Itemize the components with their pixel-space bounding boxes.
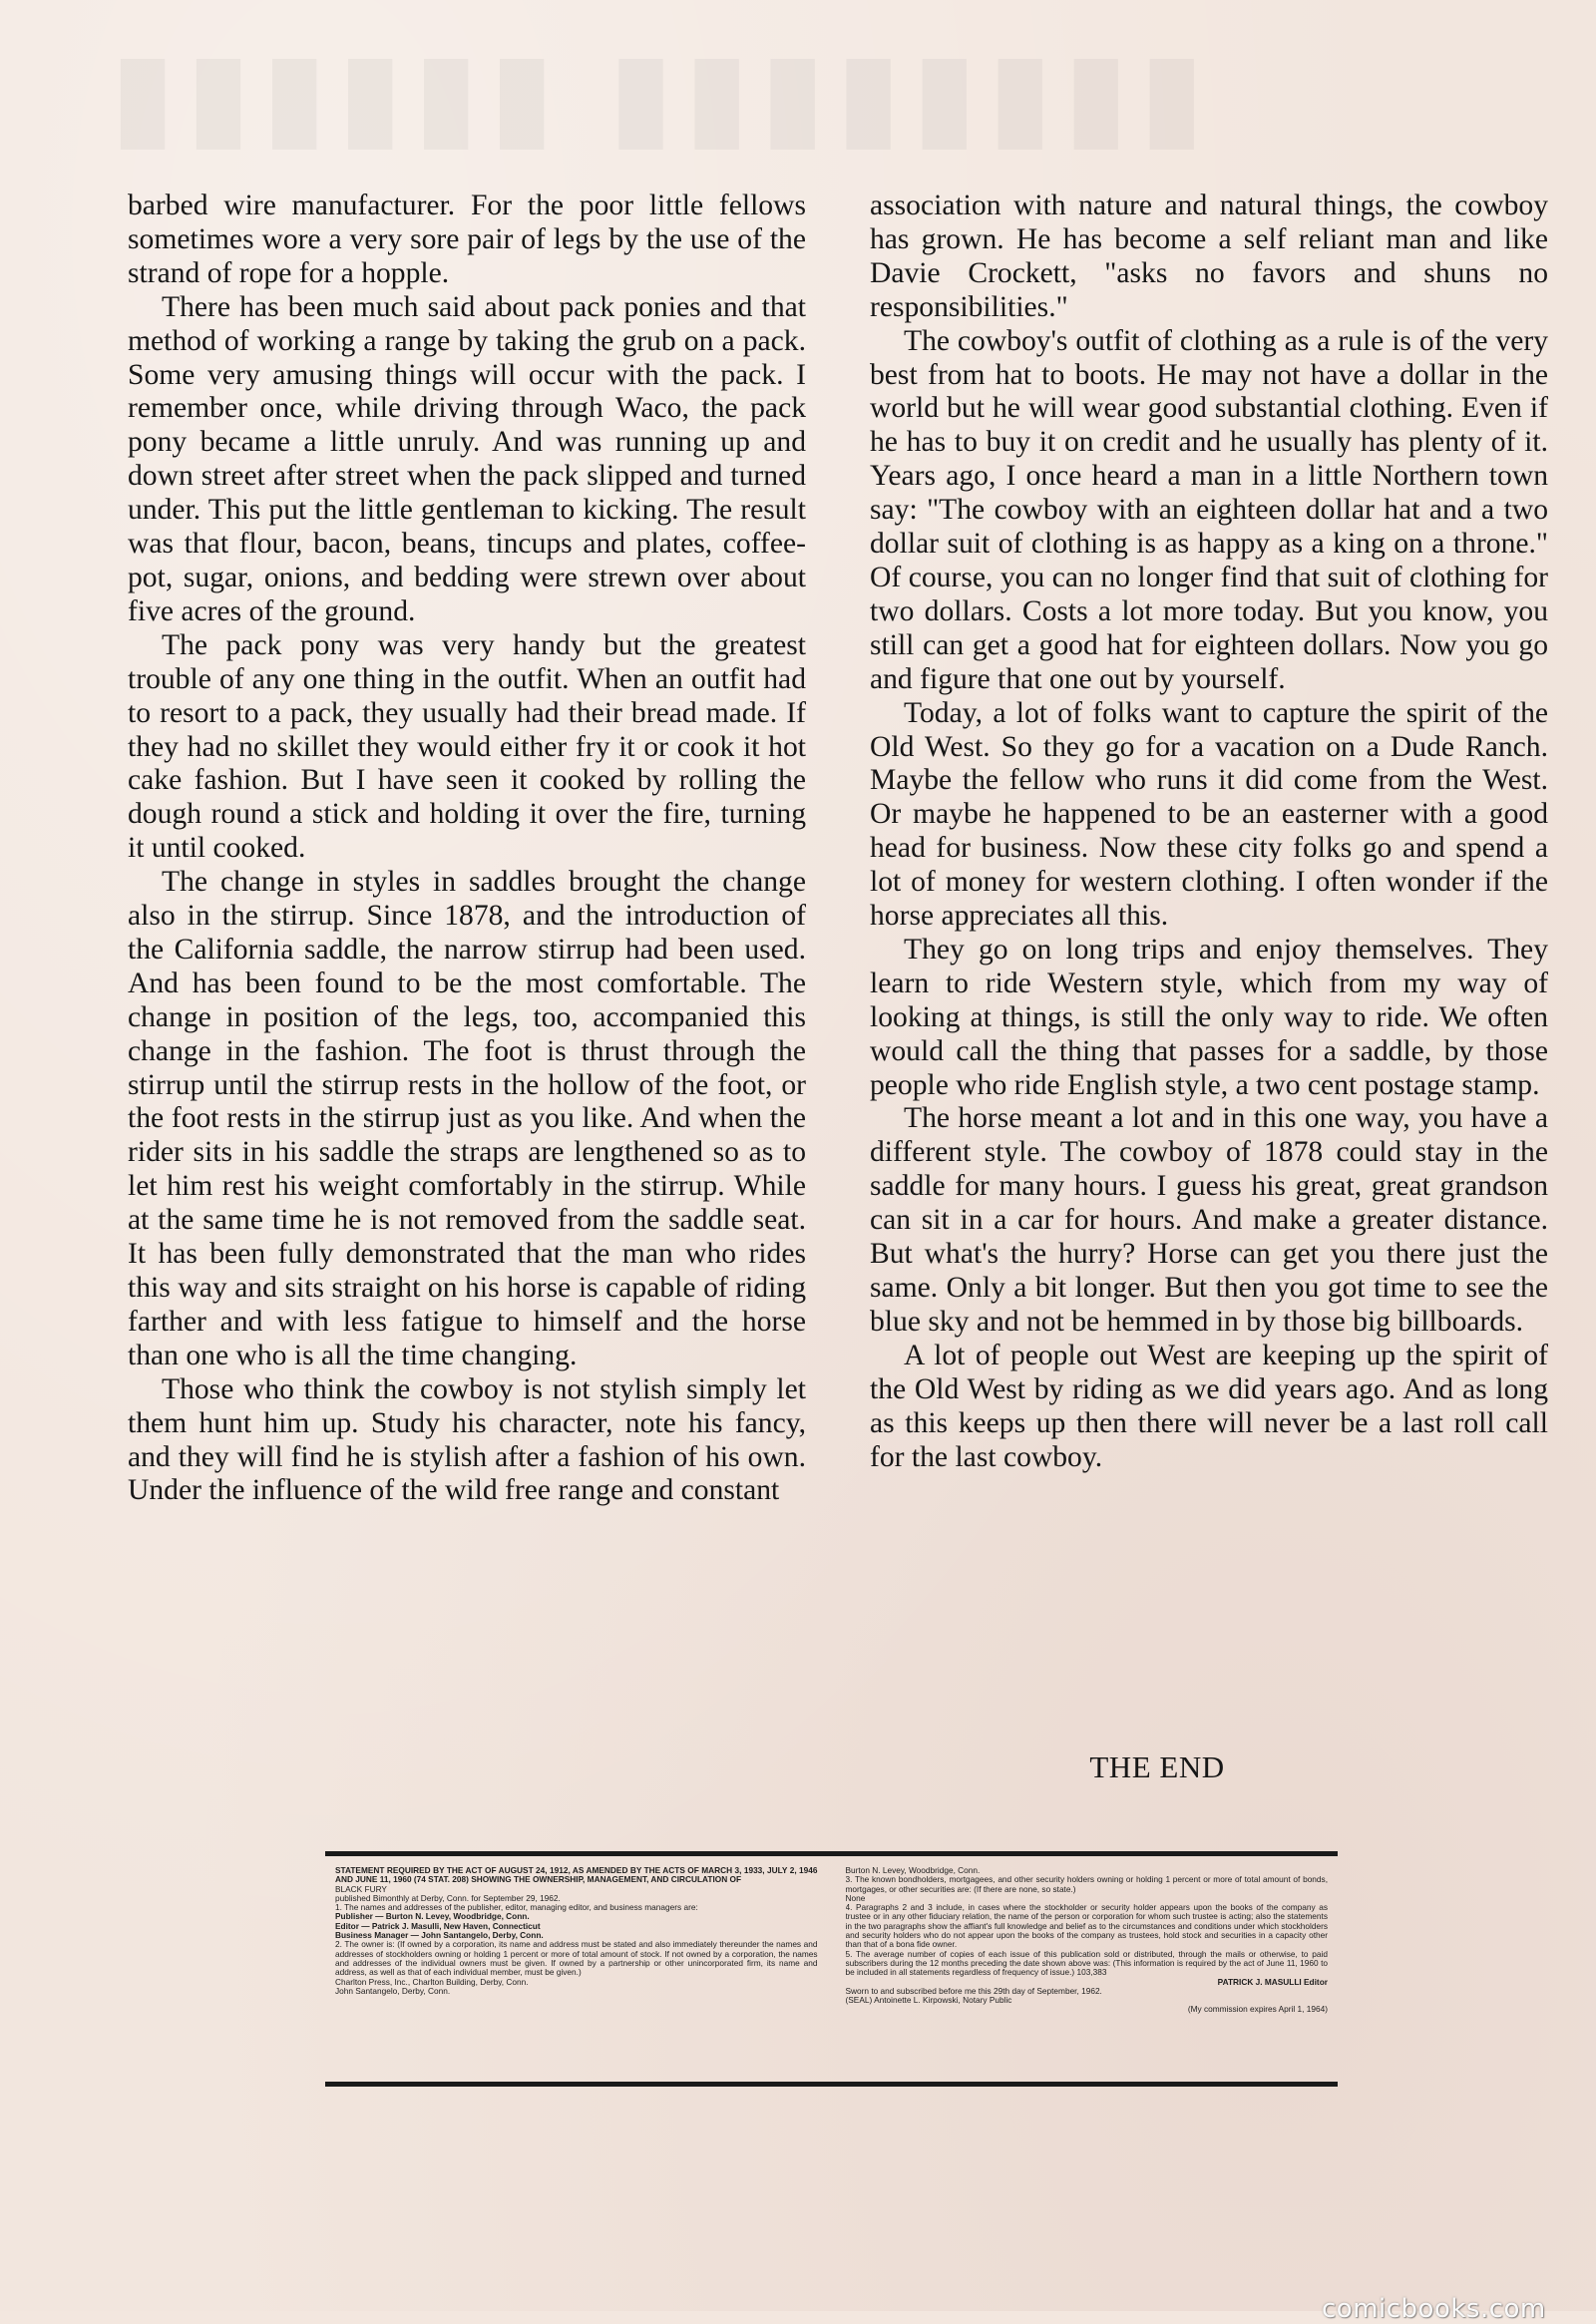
left-paragraph-4: The change in styles in saddles brought the change also in the stirrup. Since 1878, and the introduction of the California saddle, the narrow stirrup had been used. And has been found to be the most comfortable. The change in position of the legs, too, accompanied this change in the fashion. The foot is thrust through the stirrup until the stirrup rests in the hollow of the foot, or the foot rests in the stirrup just as you like. And when the rider sits in his saddle the straps are lengthened so as to let him rest his weight comfortably in the stirrup. While at the same time he is not removed from the saddle seat. It has been fully demonstrated that the man who rides this way and sits straight on his horse is capable of riding farther and with less fatigue to himself and the horse than one who is all the time changing. [128,866,806,1371]
right-paragraph-3: Today, a lot of folks want to capture the spirit of the Old West. So they go for a vacation on a Dude Ranch. Maybe the fellow who runs it did come from the West. Or maybe he happened to be an easterner with a good head for business. Now these city folks go and spend a lot of money for western clothing. I often wonder if the horse appreciates all this. [870,696,1548,933]
right-paragraph-4: They go on long trips and enjoy themselves. They learn to ride Western style, which from my way of looking at things, is still the only way to ride. We often would call the thing that passes for a saddle, by those people who ride English style, a two cent postage stamp. [870,933,1548,1101]
statement-owner-2: John Santangelo, Derby, Conn. [335,1985,451,1996]
statement-signature: PATRICK J. MASULLI Editor [1217,1976,1328,1987]
statement-publication-info: published Bimonthly at Derby, Conn. for September 29, 1962. [335,1892,561,1903]
statement-item-5: 5. The average number of copies of each issue of this publication sold or distributed, through the mails or otherwise, to paid subscribers during the 12 months preceding the date shown above was: (This information is required by the act of June 11, 1960 to be included in all statements regardless of frequency of issue.) 103,383 [845,1948,1328,1978]
statement-item-1: 1. The names and addresses of the publisher, editor, managing editor, and business managers are: [335,1902,698,1913]
statement-publisher: Publisher — Burton N. Levey, Woodbridge, Conn. [335,1911,530,1922]
left-paragraph-1: barbed wire manufacturer. For the poor little fellows sometimes wore a very sore pair of legs by the use of the strand of rope for a hopple. [128,190,806,289]
statement-item-4: 4. Paragraphs 2 and 3 include, in cases where the stockholder or security holder appears upon the books of the company as trustee or in any other fiduciary relation, the name of the person or corporation for whom such trustee is acting; also the statements in the two paragraphs show the affiant's full knowledge and belief as to the circumstances and conditions under which stockholders and security holders who do not appear upon the books of the company as trustees, hold stock and securities in a capacity other than that of a bona fide owner. [845,1902,1328,1950]
site-watermark: comicbooks.com [1322,2294,1546,2324]
right-paragraph-6: A lot of people out West are keeping up the spirit of the Old West by riding as we did years ago. And as long as this keeps up then there will never be a last roll call for the last cowboy. [870,1339,1548,1473]
left-text-column [128,190,806,1508]
statement-owner-3: Burton N. Levey, Woodbridge, Conn. [845,1866,981,1875]
ownership-statement-box [325,1851,1338,2087]
statement-left-column [335,1866,818,2076]
right-text-column [870,190,1548,1474]
statement-item-3-answer: None [845,1892,866,1903]
statement-editor: Editor — Patrick J. Masulli, New Haven, Connecticut [335,1920,541,1931]
statement-publication-name: BLACK FURY [335,1883,387,1894]
left-paragraph-5: Those who think the cowboy is not stylish simply let them hunt him up. Study his character, note his fancy, and they will find he is stylish after a fashion of his own. Under the influence of the wild free range and constant [128,1372,806,1507]
right-paragraph-5: The horse meant a lot and in this one way, you have a different style. The cowboy of 1878 could stay in the saddle for many hours. I guess his great, great grandson can sit in a car for hours. And make a greater distance. But what's the hurry? Horse can get you there just the same. Only a bit longer. But then you got time to see the blue sky and not be hemmed in by those big billboards. [870,1102,1548,1338]
right-paragraph-1: association with nature and natural things, the cowboy has grown. He has become a self reliant man and like Davie Crockett, "asks no favors and shuns no responsibilities." [870,190,1548,323]
statement-business-manager: Business Manager — John Santangelo, Derby, Conn. [335,1930,544,1941]
left-paragraph-2: There has been much said about pack ponies and that method of working a range by taking the grub on a pack. Some very amusing things will occur with the pack. I remember once, while driving through Waco, the pack pony became a little unruly. And was running up and down street after street when the pack slipped and turned under. This put the little gentleman to kicking. The result was that flour, bacon, beans, tincups and plates, coffee-pot, sugar, onions, and bedding were strewn over about five acres of the ground. [128,290,806,627]
statement-owner-1: Charlton Press, Inc., Charlton Building, Derby, Conn. [335,1976,529,1987]
statement-sworn: Sworn to and subscribed before me this 29th day of September, 1962. [845,1985,1102,1996]
left-paragraph-3: The pack pony was very handy but the greatest trouble of any one thing in the outfit. When an outfit had to resort to a pack, they usually had their bread made. If they had no skillet they would either fry it or cook it hot cake fashion. But I have seen it cooked by rolling the dough round a stick and holding it over the fire, turning it until cooked. [128,628,806,865]
statement-item-3: 3. The known bondholders, mortgagees, and other security holders owning or holding 1 percent or more of total amount of bonds, mortgages, or other securities are: (If there are none, so state.) [845,1874,1328,1894]
faded-header-bleedthrough: ▮▮▮▮▮▮ ▮▮▮▮▮▮▮▮ [110,40,1215,150]
statement-right-column [846,1866,1329,2076]
statement-item-2: 2. The owner is: (If owned by a corporation, its name and address must be stated and also immediately thereunder the names and addresses of stockholders owning or holding 1 percent or more of total amount of stock. If not owned by a corporation, the names and addresses of the individual owners must be given. If owned by a partnership or other unincorporated firm, its name and address, as well as that of each individual member, must be given.) [335,1939,818,1978]
statement-seal-notary: (SEAL) Antoinette L. Kirpowski, Notary Public [845,1995,1012,2006]
right-paragraph-2: The cowboy's outfit of clothing as a rule is of the very best from hat to boots. He may not have a dollar in the world but he will wear good substantial clothing. Even if he has to buy it on credit and he usually has plenty of it. Years ago, I once heard a man in a little Northern town say: "The cowboy with an eighteen dollar hat and a two dollar suit of clothing is as happy as a king on a throne." Of course, you can no longer find that suit of clothing for two dollars. Costs a lot more today. But you know, you still can get a good hat for eighteen dollars. Now you go and figure that one out by yourself. [870,324,1548,695]
statement-heading: STATEMENT REQUIRED BY THE ACT OF AUGUST 24, 1912, AS AMENDED BY THE ACTS OF MARCH 3, 1933, JULY 2, 1946 AND JUNE 11, 1960 (74 STAT. 208) SHOWING THE OWNERSHIP, MANAGEMENT, AND CIRCULATION OF [335,1866,818,1885]
the-end-label: THE END [1089,1749,1225,1784]
statement-commission: (My commission expires April 1, 1964) [1187,2004,1328,2015]
